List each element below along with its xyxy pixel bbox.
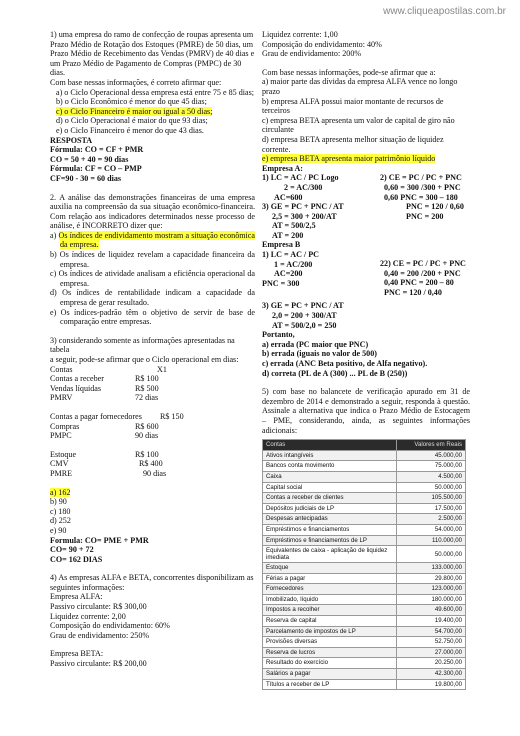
account-value-cell: 29.800,00 — [397, 573, 466, 584]
account-value-cell: 27.000,00 — [397, 647, 466, 658]
table-row — [263, 461, 466, 472]
table-row — [263, 626, 466, 637]
column-header: Valores em Reais — [397, 440, 466, 451]
account-value-cell: 49.600,00 — [397, 605, 466, 616]
account-value-cell: 20.250,00 — [397, 658, 466, 669]
table-header-row — [263, 440, 466, 451]
q2-option-c: c) Os índices de atividade analisam a eficiência operacional da empresa. — [50, 269, 255, 288]
table-row — [263, 637, 466, 648]
conclusion: Portanto, a) errada (PC maior que PNC) b) errada (iguais no valor de 500) c) errada (ANC Beta positivo, de Alfa negativo). d) correta (PL de A (300) ... PL de B (250)) — [262, 330, 428, 378]
table-row — [263, 493, 466, 504]
q1-stem-line: um Prazo Médio de Pagamento de Compras (PMPC) de 30 dias. — [50, 58, 242, 78]
q3-table-row: Compras R$ 600 — [50, 421, 159, 431]
table-row — [263, 514, 466, 525]
q3-option-b: b) 90 — [50, 497, 67, 507]
q1-stem-line: 1) uma empresa do ramo de confecção de roupas apresenta um — [50, 30, 254, 39]
account-name-cell: Imobilizado, líquido — [263, 594, 397, 605]
table-row — [263, 450, 466, 461]
q1-option-e: e) o Ciclo Financeiro é menor do que 43 dias. — [56, 125, 204, 135]
q2-option-marker: a) — [50, 230, 57, 240]
highlighted-answer: c) o Ciclo Financeiro é maior ou igual a 50 dias; — [56, 106, 213, 116]
account-name-cell: Salários a pagar — [263, 669, 397, 680]
q4-option-d: d) empresa BETA apresenta melhor situação de liquidez corrente. — [262, 134, 444, 154]
account-value-cell: 42.300,00 — [397, 669, 466, 680]
account-value-cell: 19.400,00 — [397, 616, 466, 627]
beta-line: Liquidez corrente: 1,00 — [262, 30, 338, 39]
account-value-cell: 50.000,00 — [397, 546, 466, 563]
beta-line: Empresa BETA: — [50, 649, 104, 659]
q4-option-b: b) empresa ALFA possui maior montante de recursos de terceiros — [262, 96, 444, 116]
q4-option-c: c) empresa BETA apresenta um valor de capital de giro não circulante — [262, 115, 455, 135]
q1-option-b: b) o Ciclo Econômico é menor do que 45 dias; — [56, 97, 207, 107]
account-value-cell: 54.000,00 — [397, 524, 466, 535]
q3-table-header: Contas X1 — [50, 364, 167, 374]
question-2 — [50, 193, 255, 327]
account-name-cell: Contas a receber de clientes — [263, 493, 397, 504]
beta-line: Passivo circulante: R$ 200,00 — [50, 659, 147, 669]
empresa-b-solution: 1) LC = AC / PC 1 = AC/200 AC=200 PNC = 300 22) CE = PC / PC + PNC 0,40 = 200 /200 + PNC 0,40 PNC = 200 – 80 PNC = 120 / 0,40 — [262, 250, 466, 297]
table-row — [263, 594, 466, 605]
account-name-cell: Despesas antecipadas — [263, 514, 397, 525]
q1-stem-line: Prazo Médio de Rotação dos Estoques (PMRE) de 50 dias, um — [50, 39, 253, 49]
q3-table-row: CMV R$ 400 — [50, 459, 163, 469]
empresa-b-ge: 3) GE = PC + PNC / AT 2,0 = 200 + 300/AT AT = 500/2,0 = 250 — [262, 301, 344, 330]
account-name-cell: Bancos conta movimento — [263, 461, 397, 472]
account-value-cell: 17.500,00 — [397, 503, 466, 514]
site-url[interactable]: www.cliqueapostilas.com.br — [383, 6, 506, 17]
alfa-line: Liquidez corrente: 2,00 — [50, 611, 126, 621]
table-row — [263, 503, 466, 514]
column-header: Contas — [263, 440, 397, 451]
q4-question: Com base nessas informações, pode-se afirmar que a: — [262, 67, 436, 77]
question-3 — [50, 336, 255, 564]
right-column — [262, 30, 470, 690]
q2-option-d: d) Os índices de rentabilidade indicam a capacidade da empresa de gerar resultado. — [50, 288, 255, 308]
table-row — [263, 471, 466, 482]
q3-answer-line: Formula: CO= PME + PMR — [50, 535, 149, 545]
account-value-cell: 75.000,00 — [397, 461, 466, 472]
table-row — [263, 658, 466, 669]
table-row — [263, 482, 466, 493]
q2-option-e: e) Os índices-padrão têm o objetivo de servir de base de comparação entre empresas. — [50, 307, 255, 327]
q2-stem: 2. A análise das demonstrações financeiras de uma empresa auxilia na compreensão da sua situação econômico-financeira. Com relação aos indicadores determinados nesse processo de análise, é INCORRETO dizer que: — [50, 192, 255, 231]
account-name-cell: Estoque — [263, 563, 397, 574]
highlighted-answer: a) 162 — [50, 487, 71, 497]
q3-stem-line: a seguir, pode-se afirmar que o Ciclo operacional em dias: — [50, 355, 239, 364]
account-value-cell: 105.500,00 — [397, 493, 466, 504]
q3-table-row: PMRE 90 dias — [50, 468, 167, 478]
table-row — [263, 616, 466, 627]
q3-table-row: Vendas líquidas R$ 500 — [50, 383, 159, 393]
account-name-cell: Impostos a recolher — [263, 605, 397, 616]
q4-option-e — [262, 154, 470, 164]
account-value-cell: 110.000,00 — [397, 535, 466, 546]
account-name-cell: Ativos intangíveis — [263, 450, 397, 461]
q4-option-a: a) maior parte das dívidas da empresa ALFA vence no longo prazo — [262, 77, 458, 96]
beta-line: Composição do endividamento: 40% — [262, 39, 382, 49]
alfa-line: Empresa ALFA: — [50, 592, 103, 602]
q1-answer-line: Fórmula: CF = CO – PMP — [50, 164, 142, 174]
q3-option-d: d) 252 — [50, 516, 71, 526]
q1-stem-line: Prazo Médio de Recebimento das Vendas (PMRV) de 40 dias e — [50, 49, 255, 59]
q1-option-d: d) o Ciclo Operacional é maior do que 93 dias; — [56, 116, 208, 126]
q3-table-row: Contas a pagar fornecedores R$ 150 — [50, 411, 184, 421]
alfa-line: Composição do endividamento: 60% — [50, 621, 170, 631]
account-value-cell: 180.000,00 — [397, 594, 466, 605]
q3-option-e: e) 90 — [50, 525, 67, 535]
account-name-cell: Parcelamento de impostos de LP — [263, 626, 397, 637]
q3-stem-line: 3) considerando somente as informações apresentadas na tabela — [50, 335, 235, 355]
q1-option-a: a) o Ciclo Operacional dessa empresa está entre 75 e 85 dias; — [56, 87, 254, 97]
account-value-cell: 123.000,00 — [397, 584, 466, 595]
account-value-cell: 133.000,00 — [397, 563, 466, 574]
q3-option-c: c) 180 — [50, 506, 71, 516]
q3-table-row: Estoque R$ 100 — [50, 449, 159, 459]
question-5: 5) com base no balancete de verificação apurado em 31 de dezembro de 2014 e demonstrado a seguir, responda à questão. Assinale a alternativa que indica o Prazo Médio de Estocagem – PME, considerando, ainda, as seguintes informações adicionais: — [262, 387, 470, 435]
empresa-a-title: Empresa A: — [262, 163, 303, 173]
table-row — [263, 546, 466, 563]
beta-line: Grau de endividamento: 200% — [262, 49, 362, 59]
account-name-cell: Resultado do exercício — [263, 658, 397, 669]
table-row — [263, 563, 466, 574]
highlighted-answer: Os índices de endividamento mostram a situação econômica da empresa. — [58, 230, 255, 250]
question-1 — [50, 30, 255, 184]
table-row — [263, 535, 466, 546]
account-name-cell: Equivalentes de caixa - aplicação de liquidez imediata — [263, 546, 397, 563]
account-value-cell: 4.500,00 — [397, 471, 466, 482]
account-name-cell: Provisões diversas — [263, 637, 397, 648]
q3-table-row: PMRV 72 dias — [50, 393, 159, 403]
q2-option-a — [50, 231, 255, 250]
q1-option-c — [50, 107, 255, 117]
q4-stem-line: 4) As empresas ALFA e BETA, concorrentes disponibilizam as — [50, 573, 254, 583]
table-row — [263, 679, 466, 690]
q3-answer-line: CO= 90 + 72 — [50, 545, 94, 555]
account-name-cell: Empréstimos e financiamentos — [263, 524, 397, 535]
account-name-cell: Depósitos judiciais de LP — [263, 503, 397, 514]
account-value-cell: 50.000,00 — [397, 482, 466, 493]
left-column — [50, 30, 255, 669]
account-name-cell: Caixa — [263, 471, 397, 482]
account-value-cell: 19.800,00 — [397, 679, 466, 690]
q3-option-a — [50, 488, 255, 498]
q1-stem-line: Com base nessas informações, é correto afirmar que: — [50, 77, 222, 87]
table-row — [263, 584, 466, 595]
highlighted-answer: e) empresa BETA apresenta maior patrimônio líquido — [262, 154, 436, 164]
account-name-cell: Fornecedores — [263, 584, 397, 595]
q3-table-row: Contas a receber R$ 100 — [50, 374, 159, 384]
q1-answer-line: CO = 50 + 40 = 90 dias — [50, 154, 129, 164]
table-row — [263, 647, 466, 658]
table-body — [263, 450, 466, 689]
alfa-line: Grau de endividamento: 250% — [50, 630, 150, 640]
q3-table-row: PMPC 90 dias — [50, 431, 159, 441]
question-4 — [50, 573, 255, 668]
account-value-cell: 52.750,00 — [397, 637, 466, 648]
q1-answer-line: CF=90 - 30 = 60 dias — [50, 173, 122, 183]
table-row — [263, 669, 466, 680]
q4-stem-line: seguintes informações: — [50, 582, 125, 592]
q1-answer-line: RESPOSTA — [50, 135, 93, 145]
account-value-cell: 45.000,00 — [397, 450, 466, 461]
empresa-b-title: Empresa B — [262, 240, 301, 250]
empresa-a-solution: 1) LC = AC / PC Logo 2 = AC/300 AC=600 3) GE = PC + PNC / AT 2,5 = 300 + 200/AT AT = 500/2,5 AT = 200 2) CE = PC / PC + PNC 0,60 = 300 /300 + PNC 0,60 PNC = 300 – 180 PNC = 120 / 0,60 PNC = 200 — [262, 173, 464, 240]
account-value-cell: 2.500,00 — [397, 514, 466, 525]
account-value-cell: 54.700,00 — [397, 626, 466, 637]
q2-option-b: b) Os índices de liquidez revelam a capacidade financeira da empresa. — [50, 250, 255, 269]
account-name-cell: Títulos a receber de LP — [263, 679, 397, 690]
alfa-line: Passivo circulante: R$ 300,00 — [50, 602, 147, 612]
q1-answer-line: Fórmula: CO = CF + PMR — [50, 145, 144, 155]
table-row — [263, 573, 466, 584]
account-name-cell: Reserva de lucros — [263, 647, 397, 658]
account-name-cell: Capital social — [263, 482, 397, 493]
account-name-cell: Reserva de capital — [263, 616, 397, 627]
table-row — [263, 605, 466, 616]
q3-answer-line: CO= 162 DIAS — [50, 554, 103, 564]
balance-table — [262, 439, 466, 690]
table-row — [263, 524, 466, 535]
account-name-cell: Férias a pagar — [263, 573, 397, 584]
account-name-cell: Empréstimos e financiamentos de LP — [263, 535, 397, 546]
